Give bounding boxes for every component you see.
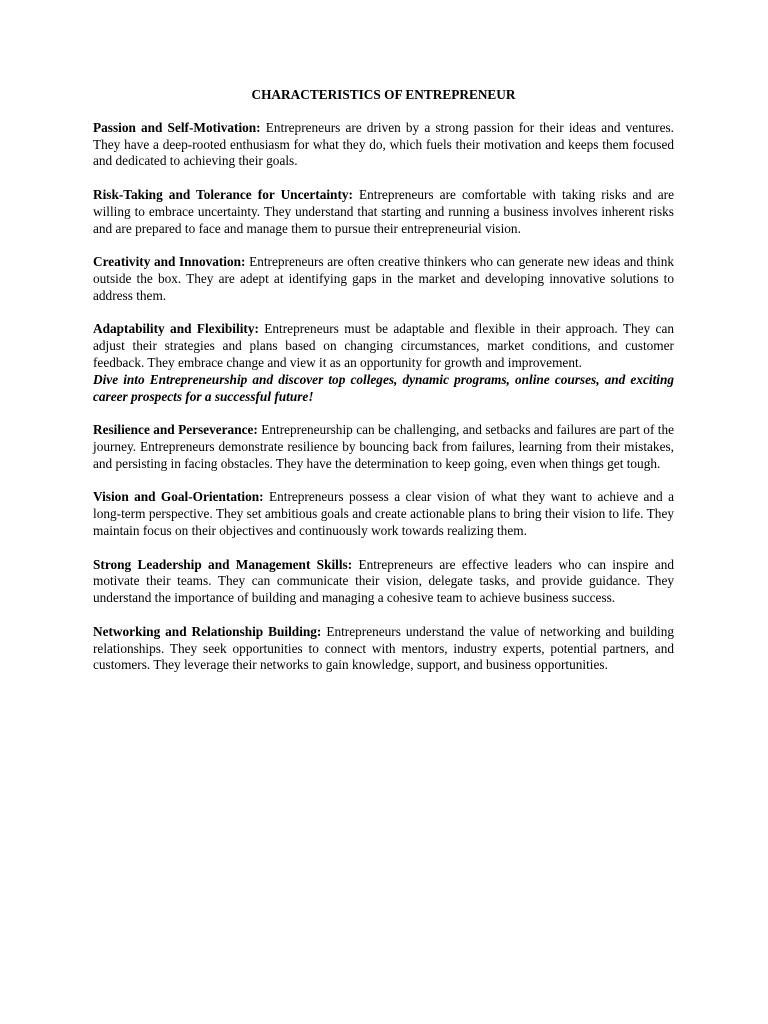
section-heading: Strong Leadership and Management Skills:	[93, 556, 353, 572]
section-passion	[93, 120, 674, 170]
section-body: Entrepreneurs are effective leaders who can inspire and motivate their teams. They can communicate their vision, delegate tasks, and provide guidance. They understand the importance of building and managing a cohesive team to achieve business success.	[93, 556, 674, 606]
document-title: CHARACTERISTICS OF ENTREPRENEUR	[251, 87, 516, 102]
section-body: Entrepreneurs are comfortable with taking risks and are willing to embrace uncertainty. They understand that starting and running a business involves inherent risks and are prepared to face and manage them to pursue their entrepreneurial vision.	[93, 186, 674, 236]
section-creativity	[93, 254, 674, 304]
section-body: Entrepreneurs must be adaptable and flexible in their approach. They can adjust their strategies and plans based on changing circumstances, market conditions, and customer feedback. They embrace change and view it as an opportunity for growth and improvement.	[93, 321, 674, 370]
section-body: Entrepreneurship can be challenging, and setbacks and failures are part of the journey. Entrepreneurs demonstrate resilience by bouncing back from failures, learning from their mistakes, and persisting in facing obstacles. They have the determination to keep going, even when things get tough.	[93, 422, 675, 471]
section-body: Entrepreneurs are driven by a strong passion for their ideas and ventures. They have a deep-rooted enthusiasm for what they do, which fuels their motivation and keeps them focused and dedicated to achieving their goals.	[93, 119, 674, 169]
section-heading: Risk-Taking and Tolerance for Uncertainty:	[93, 186, 353, 202]
section-heading: Vision and Goal-Orientation:	[93, 489, 264, 505]
section-networking	[93, 624, 674, 674]
section-vision	[93, 489, 674, 539]
section-body: Entrepreneurs are often creative thinkers who can generate new ideas and think outside the box. They are adept at identifying gaps in the market and developing innovative solutions to address them.	[93, 254, 674, 303]
section-heading: Adaptability and Flexibility:	[93, 321, 259, 337]
section-resilience	[93, 422, 674, 472]
section-body: Entrepreneurs possess a clear vision of what they want to achieve and a long-term perspective. They set ambitious goals and create actionable plans to bring their vision to life. They maintain focus on their objectives and continuously work towards realizing them.	[93, 489, 674, 538]
section-heading: Resilience and Perseverance:	[93, 422, 258, 438]
document-page	[93, 87, 674, 691]
promo-text: Dive into Entrepreneurship and discover top colleges, dynamic programs, online courses, and exciting career prospects for a successful future!	[93, 371, 674, 404]
section-risk-taking	[93, 187, 674, 237]
section-adaptability	[93, 321, 674, 371]
section-body: Entrepreneurs understand the value of networking and building relationships. They seek opportunities to connect with mentors, industry experts, potential partners, and customers. They leverage their networks to gain knowledge, support, and business opportunities.	[93, 623, 675, 673]
section-heading: Creativity and Innovation:	[93, 254, 246, 270]
section-heading: Passion and Self-Motivation:	[93, 119, 261, 135]
section-leadership	[93, 557, 674, 607]
section-heading: Networking and Relationship Building:	[93, 623, 322, 639]
